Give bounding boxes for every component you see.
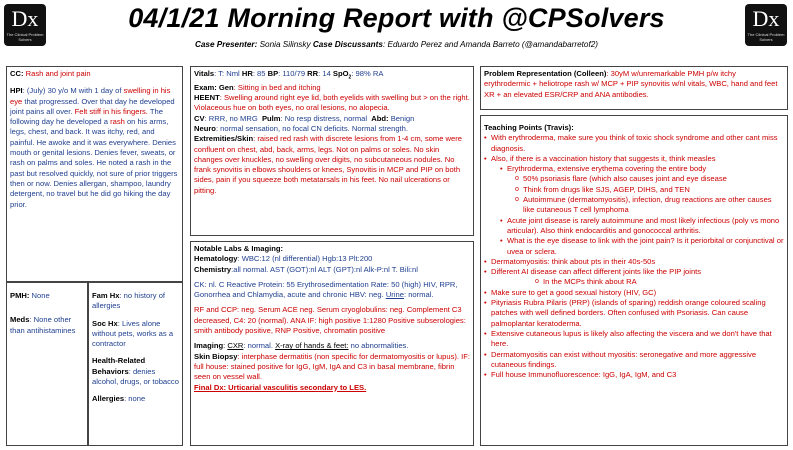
heme-label: Hematology	[194, 254, 238, 264]
teaching-point: • Dermatomyositis can exist without myositis: seronegative and more aggressive cutaneous findings.	[491, 350, 784, 371]
vitals-hr: : 85	[252, 69, 268, 78]
teaching-list	[484, 133, 784, 380]
exam-gen-label: Exam: Gen	[194, 82, 234, 92]
exam-ext-label: Extremities/Skin	[194, 134, 254, 144]
heme-value: : WBC:12 (nl differential) Hgb:13 Plt:200	[237, 254, 373, 264]
pmh-label: PMH:	[10, 291, 30, 300]
exam-pulm-label: Pulm	[261, 113, 281, 123]
vitals-spo2: : 98% RA	[351, 69, 384, 78]
cxr-value: : normal.	[243, 341, 276, 351]
cxr-label: CXR	[227, 341, 244, 351]
health-value: : denies alcohol, drugs, or tobacco	[92, 366, 179, 387]
cc-section	[10, 69, 179, 79]
teaching-point: • Make sure to get a good sexual history (HIV, GC)	[491, 288, 784, 298]
meds-label: Meds	[10, 315, 30, 325]
discussants-label: Case Discussants	[312, 40, 383, 49]
vitals-temp: : T: Nml	[214, 69, 242, 78]
famhx-section	[92, 291, 179, 312]
teaching-point: • Dermatomyositis: think about pts in their 40s-50s	[491, 257, 784, 267]
ck-section	[194, 280, 470, 301]
teaching-subsubpoint: o In the MCPs think about RA	[543, 277, 784, 287]
vitals-label: Vitals	[194, 69, 215, 78]
presenter-name: Sonia Silinsky	[259, 40, 311, 49]
allergies-value: : none	[124, 394, 146, 404]
teaching-point: • Full house Immunofluorescence: IgG, IgA, IgM, and C3	[491, 370, 784, 380]
presenter-label: Case Presenter:	[194, 40, 258, 49]
health-label: Health-Related Behaviors	[92, 356, 146, 376]
teaching-point: • Different AI disease can affect different joints like the PIP joints	[491, 267, 784, 277]
cc-hpi-box	[6, 66, 183, 282]
page-title: 04/1/21 Morning Report with @CPSolvers	[128, 3, 665, 33]
exam-heent-label: HEENT	[194, 93, 220, 103]
biopsy-value: : interphase dermatitis (non specific for dermatomyositis or lupus). IF: full house: stained positive for IgG, IgM, IgA and C3 in basal membrane, fibrin seen on vessel wall.	[194, 351, 471, 382]
teaching-subsubpoint: o 50% psoriasis flare (which also causes joint and eye disease	[523, 174, 784, 184]
rf-value: RF and CCP: neg. Serum ACE neg. Serum cryoglobulins: neg. Complement C3 decreased, C4: 20 (normal). ANA IF: high positive 1:1280 Positive subserologies: smith antibody positive, RNP Positive, chromatin positive	[194, 305, 466, 336]
hpi-text-red: rash	[110, 117, 125, 127]
exam-pulm: : No resp distress, normal	[280, 113, 368, 123]
logo-text: Dx	[11, 6, 39, 31]
vitals-exam-box	[190, 66, 474, 236]
pmh-section	[10, 291, 84, 301]
teaching-point: • With erythroderma, make sure you think of toxic shock syndrome and other cant miss diagnosis.	[491, 133, 784, 154]
teaching-subsubpoint: o Think from drugs like SJS, AGEP, DIHS, and TEN	[523, 185, 784, 195]
exam-cv-label: CV	[194, 113, 205, 123]
final-diagnosis: Final Dx: Urticarial vasculitis secondary to LES.	[194, 382, 367, 392]
teaching-subpoint: • What is the eye disease to link with the joint pain? Is it periorbital or conjunctival or uvea or sclera.	[507, 236, 784, 257]
problem-label: Problem Representation (Colleen)	[484, 69, 607, 78]
hpi-text: on his arms, legs, chest, and back. It was itchy, red, and painful. He awoke and it was everywhere. Denies mouth or genital lesions. Denies fever, sweats, or rash on palms and soles. He noted a rash in the past but resolved quickly, not sure of prior triggers then or now. Denies allergan, shampoo, laundry detergent, no travel but he did go hiking the day prior.	[10, 117, 178, 209]
logo-subtext: The Clinical Problem Solvers	[6, 32, 44, 42]
pmh-meds-box	[6, 282, 88, 446]
teaching-point: • Extensive cutaneous lupus is likely also affecting the viscera and we don't have that here.	[491, 329, 784, 350]
imaging-section: Imaging: CXR: normal. X-ray of hands & feet: no abnormalities. Skin Biopsy: interphase dermatitis (non specific for dermatomyositis or lupus). IF: full house: stained positive for IgG, IgM, IgA and C3 in basal membrane, fibrin seen on vessel wall. Final Dx: Urticarial vasculitis secondary to LES.	[194, 341, 471, 392]
meds-value: : None other than antihistamines	[10, 315, 76, 335]
famhx-value: : no history of allergies	[92, 291, 166, 311]
xray-label: X-ray of hands & feet:	[275, 341, 349, 351]
pmh-value: None	[31, 291, 50, 300]
problem-box	[480, 66, 788, 110]
hpi-text: The following day he developed a	[10, 106, 163, 127]
sochx-section	[92, 319, 179, 350]
urine-label: Urine	[385, 290, 404, 300]
vitals-bp: : 110/79	[278, 69, 308, 78]
hpi-text-red: swelling in his eye	[10, 86, 171, 106]
rf-section	[194, 305, 470, 336]
cc-label: CC:	[10, 69, 24, 78]
ck-value: CK: nl. C Reactive Protein: 55 Erythrosedimentation Rate: 50 (high) HIV, RPR, Gonorrhea and Chlamydia, acute and chronic HBV: neg.	[194, 279, 458, 300]
teaching-subpoint: • Acute joint disease is rarely autoimmune and most likely infectious (poly vs mono articular). Also think endocarditis and gonococcal arthritis.	[507, 216, 784, 237]
cc-text: Rash and joint pain	[25, 69, 91, 78]
exam-abd-label: Abd:	[371, 113, 389, 123]
hpi-text: : (July) 30 y/o M with 1 day of	[22, 86, 124, 96]
hpi-section	[10, 86, 179, 210]
vitals-bp-label: BP	[267, 69, 279, 78]
famhx-label: Fam Hx	[92, 291, 120, 300]
chem-value: :all normal. AST (GOT):nl ALT (GPT):nl Alk-P:nl T. Bili:nl	[231, 264, 418, 274]
discussants-names: : Eduardo Perez and Amanda Barreto (@amandabarretof2)	[382, 40, 599, 49]
sochx-value: : Lives alone without pets, works as a contractor	[92, 318, 174, 349]
logo-text: Dx	[752, 6, 780, 31]
presenters-line	[0, 40, 793, 49]
vitals-rr-label: RR	[307, 69, 319, 78]
exam-neuro-label: Neuro	[194, 124, 216, 133]
teaching-subsubpoint: o Autoimmune (dermatomyositis), infection, drug reactions are other causes like cutaneous T cell lymphoma	[523, 195, 784, 216]
imaging-label: Imaging	[194, 341, 224, 351]
vitals-spo2-sub: 2	[348, 74, 352, 81]
teaching-box: Teaching Points (Travis): • With erythroderma, make sure you think of toxic shock syndrome and other cant miss diagnosis. • Also, if there is a vaccination history that suggests it, think measles • Erythroderma, extensive erythema covering the entire body o 50% psoriasis flare (which also causes joint and eye disease o Think from drugs like SJS, AGEP, DIHS, and TEN o Autoimmune (dermatomyositis), infection, drug reactions are other causes like cutaneous T cell lymphoma • Acute joint disease is rarely autoimmune and most likely infectious (poly vs mono articular). Also think endocarditis and gonococcal arthritis. • What is the eye disease to link with the joint pain? Is it periorbital or conjunctival or uvea or sclera. • Dermatomyositis: think about pts in their 40s-50s • Different AI disease can affect different joints like the PIP joints o In the MCPs think about RA • Make sure to get a good sexual history (HIV, GC) • Pityriasis Rubra Pilaris (PRP) (islands of sparing) reddish orange coloured scaling patches with well defined borders. Often confused with Psoriasis. Can cause palmoplantar keratoderma. • Extensive cutaneous lupus is likely also affecting the viscera and we don't have that here. • Dermatomyositis can exist without myositis: seronegative and more aggressive cutaneous findings. • Full house Immunofluorescence: IgG, IgA, IgM, and C3	[480, 115, 788, 446]
hpi-label: HPI	[10, 86, 23, 96]
allergies-section	[92, 394, 179, 404]
vitals-spo2-label: SpO	[332, 69, 349, 78]
teaching-label: Teaching Points (Travis)	[484, 123, 572, 132]
labs-box: Notable Labs & Imaging: Hematology: WBC:12 (nl differential) Hgb:13 Plt:200 Chemistry:all normal. AST (GOT):nl ALT (GPT):nl Alk-P:nl T. Bili:nl CK: nl. C Reactive Protein: 55 Erythrosedimentation Rate: 50 (high) HIV, RPR, Gonorrhea and Chlamydia, acute and chronic HBV: neg. Urine: normal. RF and CCP: neg. Serum ACE neg. Serum cryoglobulins: neg. Complement C3 decreased, C4: 20 (normal). ANA IF: high positive 1:1280 Positive subserologies: smith antibody positive, RNP Positive, chromatin positive Imaging: CXR: normal. X-ray of hands & feet: no abnormalities. Skin Biopsy: interphase dermatitis (non specific for dermatomyositis or lupus). IF: full house: stained positive for IgG, IgM, IgA and C3 in basal membrane, fibrin seen on vessel wall. Final Dx: Urticarial vasculitis secondary to LES.	[190, 241, 474, 446]
labs-title: Notable Labs & Imaging	[194, 244, 281, 253]
exam-gen: : Sitting in bed and itching	[233, 82, 321, 92]
xray-value: no abnormalities.	[348, 341, 409, 351]
social-history-box	[88, 282, 183, 446]
vitals-rr: : 14	[318, 69, 333, 78]
exam-abd: Benign	[388, 113, 415, 123]
exam-ext: : raised red rash with discrete lesions from 1-4 cm, some were confluent on chest, abd, back, arms, legs. Not on palms or soles. No skin changes over knuckles, no swelling over digits, no subcutaneous nodules. No frank synovitis in elbows shoulders or knees, Synovitis in MCP and PIP on both sides, pain if you squeeze both metatarsals in his feet. No nail ulcerations or pitting.	[194, 134, 462, 195]
problem-text: : 30yM w/unremarkable PMH p/w itchy erythrodermic + heliotrope rash w/ MCP + PIP synovitis w/nl vitals, WBC, hand and feet XR + an elevated ESR/CRP and ANA antibodies.	[484, 69, 778, 99]
exam-heent: : Swelling around right eye lid, both eyelids with swelling but > on the right. Violaceous hue on both eyes, no oral lesions, no alopecia.	[194, 93, 470, 113]
allergies-label: Allergies	[92, 394, 125, 404]
exam-cv: : RRR, no MRG	[204, 113, 258, 123]
chem-label: Chemistry	[194, 264, 232, 274]
vitals-line	[194, 69, 384, 81]
teaching-subpoint: • Erythroderma, extensive erythema covering the entire body	[507, 164, 784, 174]
meds-section	[10, 315, 84, 336]
vitals-hr-label: HR	[241, 69, 253, 78]
urine-value: : normal.	[403, 290, 434, 300]
logo-subtext: The Clinical Problem Solvers	[747, 32, 785, 42]
hpi-text-red: Felt stiff in his fingers.	[74, 106, 148, 116]
teaching-point: • Also, if there is a vaccination history that suggests it, think measles	[491, 154, 784, 164]
biopsy-label: Skin Biopsy	[194, 351, 238, 361]
teaching-point: • Pityriasis Rubra Pilaris (PRP) (islands of sparing) reddish orange coloured scaling patches with well defined borders. Often confused with Psoriasis. Can cause palmoplantar keratoderma.	[491, 298, 784, 329]
health-section	[92, 356, 179, 387]
sochx-label: Soc Hx	[92, 318, 118, 328]
exam-neuro: : normal sensation, no focal CN deficits. Normal strength.	[215, 124, 408, 133]
hpi-text: that progressed. Over that day he developed joint pains all over.	[10, 96, 175, 116]
